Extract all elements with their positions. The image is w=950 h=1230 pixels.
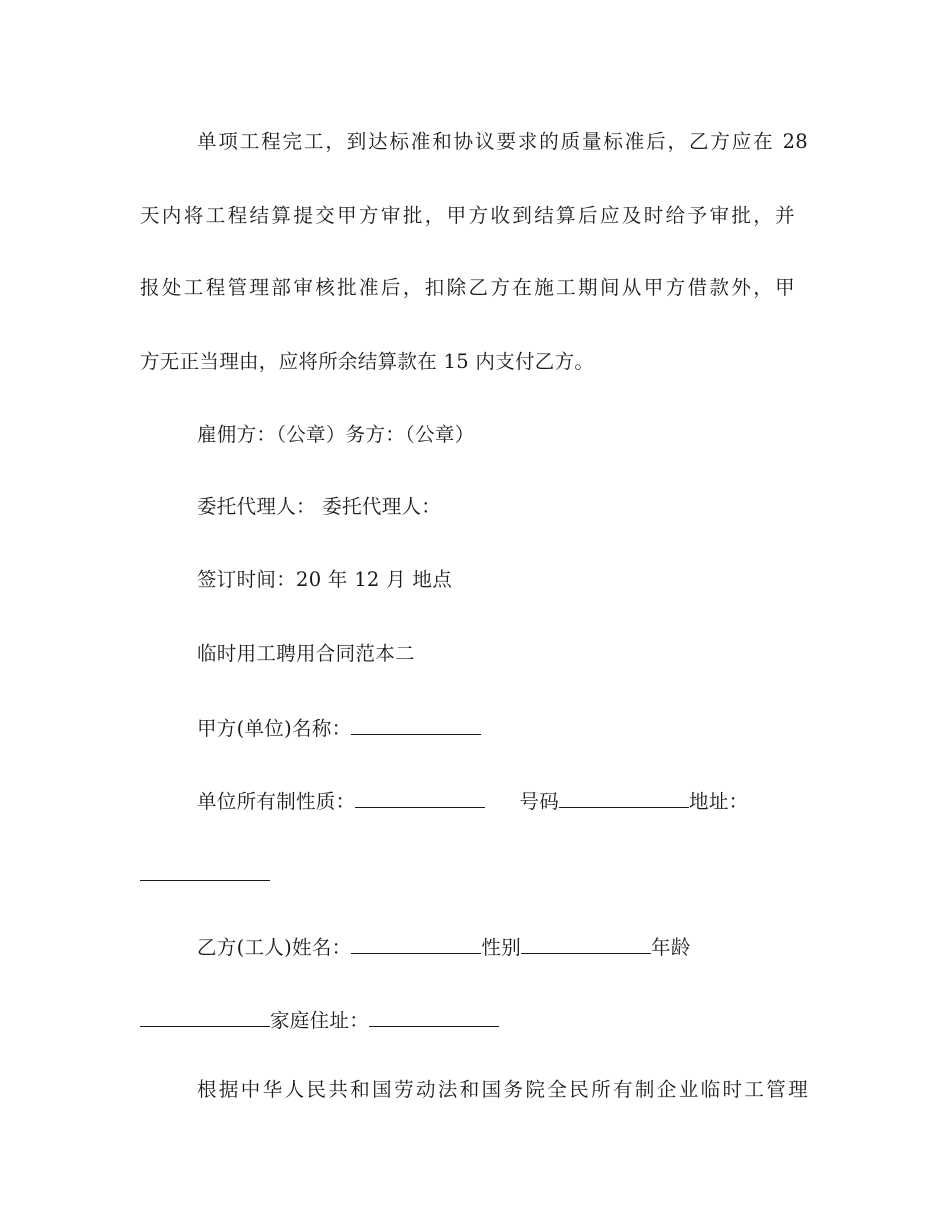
party-a-name-blank	[351, 712, 481, 735]
paragraph-line: 报处工程管理部审核批准后，扣除乙方在施工期间从甲方借款外，甲	[140, 276, 795, 299]
ownership-label: 单位所有制性质：	[197, 790, 356, 813]
home-address-label: 家庭住址：	[270, 1009, 370, 1032]
address-label: 地址：	[689, 790, 749, 813]
party-a-name-label: 甲方(单位)名称：	[197, 717, 352, 740]
paragraph-line: 单项工程完工，到达标准和协议要求的质量标准后，乙方应在 28	[197, 130, 808, 153]
closing-line: 根据中华人民共和国劳动法和国务院全民所有制企业临时工管理	[197, 1078, 808, 1101]
contract-title: 临时用工聘用合同范本二	[197, 642, 415, 665]
paragraph-line: 天内将工程结算提交甲方审批，甲方收到结算后应及时给予审批，并	[140, 204, 795, 227]
address-blank-row	[140, 858, 270, 890]
party-b-row	[197, 931, 691, 963]
signature-agents: 委托代理人： 委托代理人：	[197, 495, 442, 518]
party-b-name-blank	[351, 931, 481, 954]
signature-time: 签订时间：20 年 12 月 地点	[197, 568, 453, 591]
home-address-blank	[369, 1004, 499, 1027]
age-blank	[140, 1004, 270, 1027]
home-address-row	[140, 1004, 499, 1036]
number-blank	[559, 785, 689, 808]
signature-parties: 雇佣方：（公章）务方：（公章）	[197, 423, 475, 446]
party-a-name-row	[197, 712, 481, 744]
age-label: 年龄	[651, 936, 691, 959]
party-a-ownership-row	[197, 785, 748, 817]
party-b-name-label: 乙方(工人)姓名：	[197, 936, 352, 959]
number-label: 号码	[519, 790, 560, 813]
paragraph-line: 方无正当理由，应将所余结算款在 15 内支付乙方。	[140, 350, 595, 373]
address-blank	[140, 858, 270, 881]
gender-label: 性别	[481, 936, 522, 959]
ownership-blank	[355, 785, 485, 808]
gender-blank	[521, 931, 651, 954]
